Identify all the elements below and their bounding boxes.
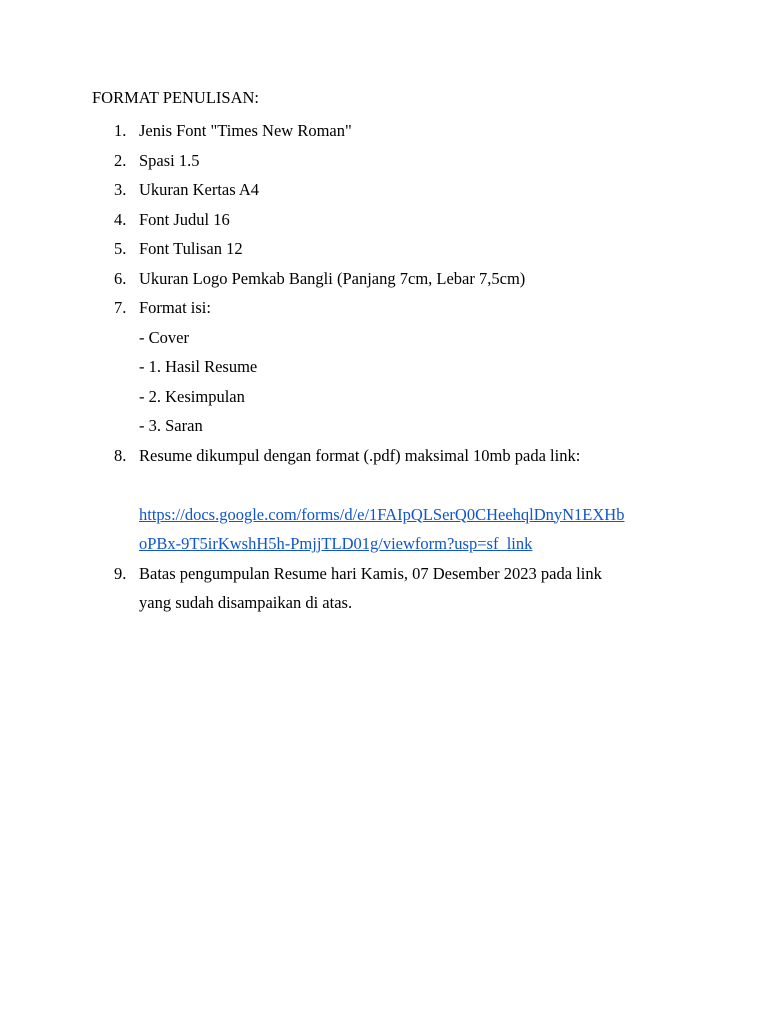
- list-item-submission: [92, 441, 692, 559]
- list-item-text: Font Judul 16: [139, 209, 230, 229]
- list-item-text: Ukuran Logo Pemkab Bangli (Panjang 7cm, Lebar 7,5cm): [139, 268, 526, 288]
- format-list: [92, 116, 692, 618]
- list-item: [92, 116, 692, 146]
- list-item-text: Resume dikumpul dengan format (.pdf) maksimal 10mb pada link:: [139, 445, 581, 465]
- list-item-deadline: [92, 559, 692, 618]
- list-number: 6.: [114, 268, 127, 288]
- list-item: [92, 234, 692, 264]
- list-number: 5.: [114, 239, 127, 258]
- list-number: 4.: [114, 209, 127, 229]
- list-number: 1.: [114, 121, 127, 140]
- list-item-text: Format isi:: [139, 298, 211, 317]
- list-item-text-line-2: yang sudah disampaikan di atas.: [139, 593, 353, 612]
- google-form-link-line-2[interactable]: oPBx-9T5irKwshH5h-PmjjTLD01g/viewform?usp=sf_link: [139, 534, 533, 553]
- list-number: 9.: [114, 563, 127, 583]
- list-item: [92, 205, 692, 235]
- list-number: 8.: [114, 445, 127, 465]
- list-number: 2.: [114, 150, 127, 170]
- list-item: [92, 175, 692, 205]
- list-item-text: Font Tulisan 12: [139, 239, 243, 258]
- blank-line: [139, 470, 692, 500]
- list-item-text: Jenis Font "Times New Roman": [139, 121, 352, 140]
- subitem-cover: - Cover: [139, 327, 189, 347]
- list-number: 3.: [114, 180, 127, 199]
- subitem-kesimpulan: - 2. Kesimpulan: [139, 386, 245, 406]
- subitem-saran: - 3. Saran: [139, 416, 203, 435]
- document-heading: FORMAT PENULISAN:: [92, 88, 260, 107]
- list-item-text: Spasi 1.5: [139, 150, 200, 170]
- list-item: [92, 264, 692, 294]
- list-item-text: Ukuran Kertas A4: [139, 180, 260, 199]
- list-item-text-line-1: Batas pengumpulan Resume hari Kamis, 07 Desember 2023 pada link: [139, 563, 602, 583]
- subitem-hasil-resume: - 1. Hasil Resume: [139, 357, 258, 376]
- list-item-format-isi: [92, 293, 692, 441]
- google-form-link-line-1[interactable]: https://docs.google.com/forms/d/e/1FAIpQLSerQ0CHeehqlDnyN1EXHb: [139, 504, 625, 524]
- list-item: [92, 146, 692, 176]
- list-number: 7.: [114, 298, 127, 317]
